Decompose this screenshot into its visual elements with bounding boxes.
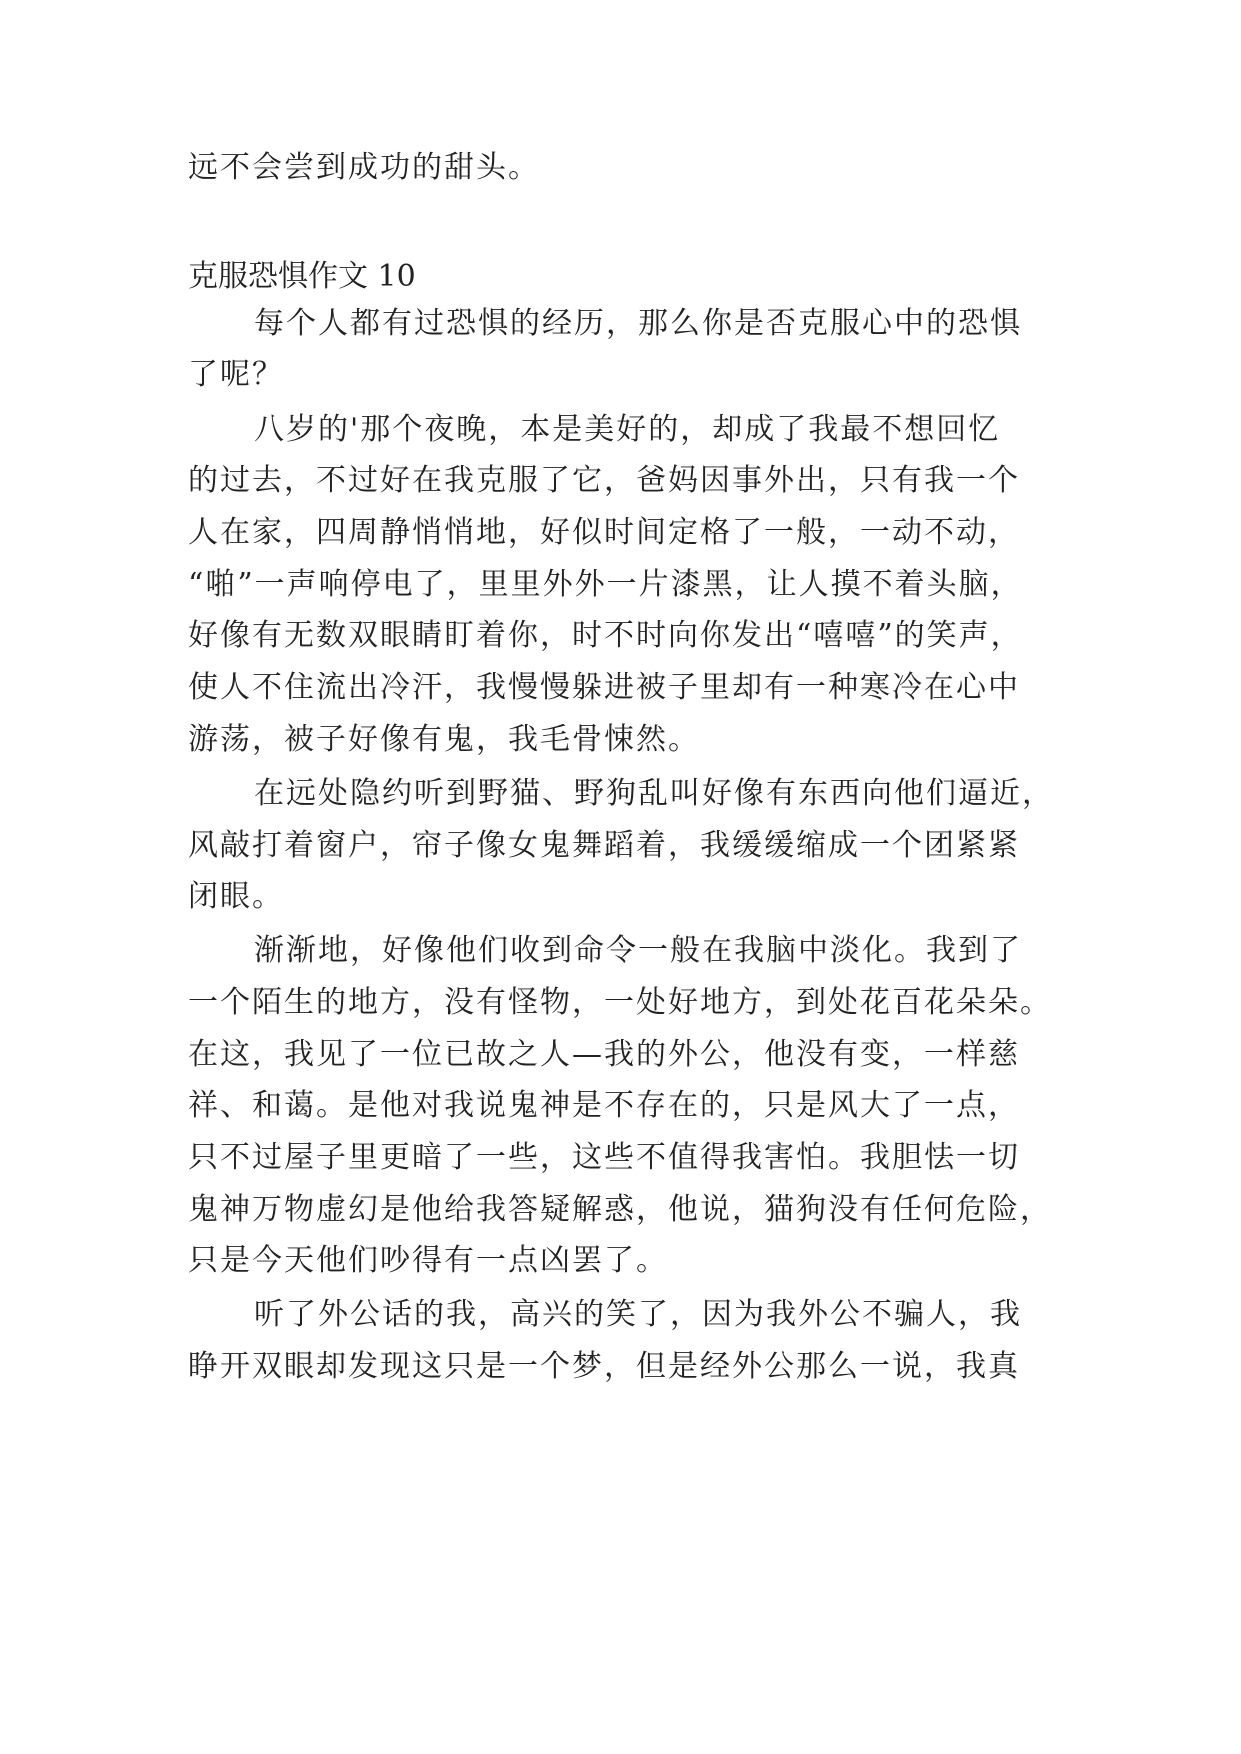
paragraph-line: 使人不住流出冷汗，我慢慢躲进被子里却有一种寒冷在心中 xyxy=(188,670,1020,705)
paragraph-line: 只是今天他们吵得有一点凶罢了。 xyxy=(188,1243,668,1278)
paragraph-line: 了呢？ xyxy=(188,357,284,392)
paragraph-line: 八岁的'那个夜晚，本是美好的，却成了我最不想回忆 xyxy=(254,412,1001,447)
paragraph-line: 在远处隐约听到野猫、野狗乱叫好像有东西向他们逼近， xyxy=(254,776,1054,811)
paragraph-line: 每个人都有过恐惧的经历，那么你是否克服心中的恐惧 xyxy=(254,306,1022,341)
paragraph-line: 祥、和蔼。是他对我说鬼神是不存在的，只是风大了一点， xyxy=(188,1088,1020,1123)
paragraph-line: 睁开双眼却发现这只是一个梦，但是经外公那么一说，我真 xyxy=(188,1349,1020,1384)
paragraph-line: 的过去，不过好在我克服了它，爸妈因事外出，只有我一个 xyxy=(188,463,1020,498)
paragraph-line: 在这，我见了一位已故之人—我的外公，他没有变，一样慈 xyxy=(188,1037,1020,1072)
paragraph-line: 只不过屋子里更暗了一些，这些不值得我害怕。我胆怯一切 xyxy=(188,1140,1020,1175)
paragraph-line: 渐渐地，好像他们收到命令一般在我脑中淡化。我到了 xyxy=(254,933,1022,968)
essay-heading: 克服恐惧作文 10 xyxy=(188,259,416,294)
paragraph-line: 一个陌生的地方，没有怪物，一处好地方，到处花百花朵朵。 xyxy=(188,985,1052,1020)
paragraph-line: 风敲打着窗户，帘子像女鬼舞蹈着，我缓缓缩成一个团紧紧 xyxy=(188,828,1020,863)
paragraph-line: 闭眼。 xyxy=(188,879,284,914)
paragraph-line: 游荡，被子好像有鬼，我毛骨悚然。 xyxy=(188,722,700,757)
paragraph-line: “啪”一声响停电了，里里外外一片漆黑，让人摸不着头脑， xyxy=(188,567,1023,602)
paragraph-line: 人在家，四周静悄悄地，好似时间定格了一般，一动不动， xyxy=(188,515,1020,550)
intro-tail-line: 远不会尝到成功的甜头。 xyxy=(188,150,540,185)
paragraph-line: 好像有无数双眼睛盯着你，时不时向你发出“嘻嘻”的笑声， xyxy=(188,618,1023,653)
paragraph-line: 听了外公话的我，高兴的笑了，因为我外公不骗人，我 xyxy=(254,1297,1022,1332)
paragraph-line: 鬼神万物虚幻是他给我答疑解惑，他说，猫狗没有任何危险， xyxy=(188,1192,1052,1227)
